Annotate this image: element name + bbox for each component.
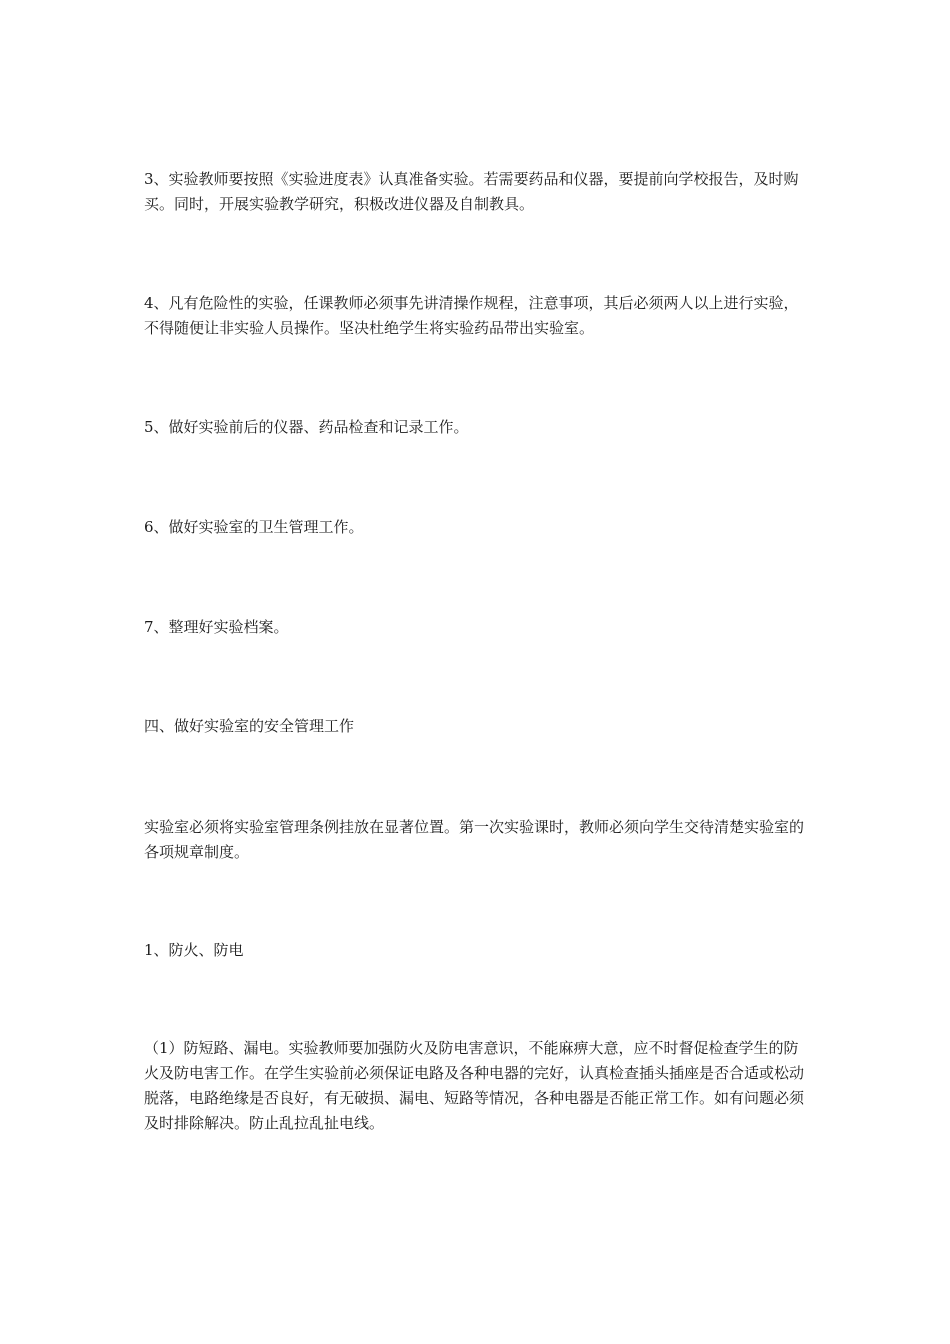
paragraph-short-circuit: （1）防短路、漏电。实验教师要加强防火及防电害意识，不能麻痹大意，应不时督促检查学生的防火及防电害工作。在学生实验前必须保证电路及各种电器的完好，认真检查插头插座是否合适或松动脱落，电路绝缘是否良好，有无破损、漏电、短路等情况，各种电器是否能正常工作。如有问题必须及时排除解决。防止乱拉乱扯电线。 xyxy=(144,1039,805,1132)
paragraph-item-3: 3、实验教师要按照《实验进度表》认真准备实验。若需要药品和仪器，要提前向学校报告，及时购买。同时，开展实验教学研究，积极改进仪器及自制教具。 xyxy=(144,170,799,213)
paragraph-item-6: 6、做好实验室的卫生管理工作。 xyxy=(144,518,364,536)
paragraph-item-5: 5、做好实验前后的仪器、药品检查和记录工作。 xyxy=(144,418,469,436)
section-heading-safety: 四、做好实验室的安全管理工作 xyxy=(144,717,355,735)
paragraph-item-7: 7、整理好实验档案。 xyxy=(144,618,289,636)
subheading-fire-electric: 1、防火、防电 xyxy=(144,941,244,959)
paragraph-item-4: 4、凡有危险性的实验，任课教师必须事先讲清操作规程，注意事项，其后必须两人以上进行实验，不得随便让非实验人员操作。坚决杜绝学生将实验药品带出实验室。 xyxy=(144,294,799,337)
paragraph-safety-intro: 实验室必须将实验室管理条例挂放在显著位置。第一次实验课时，教师必须向学生交待清楚实验室的各项规章制度。 xyxy=(144,818,805,861)
